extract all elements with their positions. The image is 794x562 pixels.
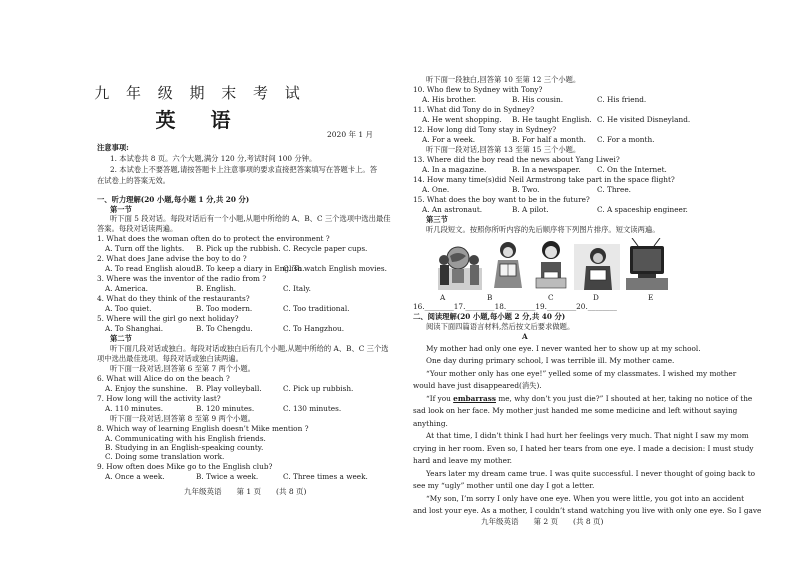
picture-b-girl-reading	[488, 238, 528, 292]
q13-option-c: C. On the Internet.	[597, 165, 667, 174]
vocab-word-embarrass: embarrass	[453, 394, 496, 403]
q10-option-b: B. His cousin.	[512, 95, 564, 104]
q1-option-b: B. Pick up the rubbish.	[196, 244, 281, 253]
question-4: 4. What do they think of the restaurants?	[97, 294, 250, 303]
q1-option-c: C. Recycle paper cups.	[283, 244, 368, 253]
passage-line-11: Years later my dream came true. I was quite successful. I never thought of going back to	[426, 469, 756, 478]
picture-d-boy-with-book	[574, 238, 620, 292]
notice-title: 注意事项:	[97, 143, 129, 152]
part-1-instructions: 听下面 5 段对话。每段对话后有一个小题,从题中所给的 A、B、C 三个选项中选出最佳	[110, 214, 391, 223]
q11-option-b: B. He taught English.	[512, 115, 592, 124]
q12-option-c: C. For a month.	[597, 135, 655, 144]
question-15: 15. What does the boy want to be in the future?	[413, 195, 590, 204]
part-2-heading: 第二节	[110, 334, 132, 343]
question-1: 1. What does the woman often do to protect the environment ?	[97, 234, 330, 243]
dialogue-13-15-instructions: 听下面一段对话,回答第 13 至第 15 三个小题。	[426, 145, 581, 154]
q4-option-a: A. Too quiet.	[105, 304, 152, 313]
q11-option-c: C. He visited Disneyland.	[597, 115, 691, 124]
q14-option-b: B. Two.	[512, 185, 540, 194]
question-2: 2. What does Jane advise the boy to do ?	[97, 254, 247, 263]
question-13: 13. Where did the boy read the news about Yang Liwei?	[413, 155, 620, 164]
q15-option-b: B. A pilot.	[512, 205, 549, 214]
page-footer-1: 九年级英语 第 1 页 (共 8 页)	[184, 487, 307, 496]
q8-option-c: C. Doing some translation work.	[105, 452, 225, 461]
part-2-instructions: 听下面几段对话或独白。每段对话或独白后有几个小题,从题中所给的 A、B、C 三个选	[110, 344, 389, 353]
part-3-instructions: 听几段短文。按照你所听内容的先后顺序将下列图片排序。短文读两遍。	[426, 225, 660, 234]
q6-option-c: C. Pick up rubbish.	[283, 384, 354, 393]
exam-title: 九 年 级 期 末 考 试	[94, 84, 306, 102]
q9-option-c: C. Three times a week.	[283, 472, 368, 481]
notice-item-2-cont: 在试卷上的答案无效。	[97, 176, 170, 185]
q15-option-a: A. An astronaut.	[422, 205, 483, 214]
passage-line-1: My mother had only one eye. I never wanted her to show up at my school.	[426, 344, 701, 353]
part-1-instructions-cont: 答案。每段对话读两遍。	[97, 224, 178, 233]
passage-letter-a: A	[522, 332, 528, 341]
dialogue-8-9-instructions: 听下面一段对话,回答第 8 至第 9 两个小题。	[110, 414, 255, 423]
question-12: 12. How long did Tony stay in Sydney?	[413, 125, 557, 134]
picture-label-a: A	[440, 293, 446, 302]
passage-line-14: and lost your eye. As a mother, I couldn’t stand watching you live with only one eye. So I gave	[413, 506, 762, 515]
q13-option-a: A. In a magazine.	[422, 165, 487, 174]
q2-option-b: B. To keep a diary in English.	[196, 264, 305, 273]
picture-label-d: D	[593, 293, 599, 302]
q15-option-c: C. A spaceship engineer.	[597, 205, 688, 214]
question-9: 9. How often does Mike go to the English club?	[97, 462, 273, 471]
section-2-instructions: 阅读下面四篇语言材料,然后按文后要求做题。	[426, 322, 575, 331]
passage-line-5	[426, 394, 752, 404]
q5-option-c: C. To Hangzhou.	[283, 324, 345, 333]
q12-option-a: A. For a week.	[422, 135, 476, 144]
q11-option-a: A. He went shopping.	[422, 115, 502, 124]
dialogue-6-7-instructions: 听下面一段对话,回答第 6 至第 7 两个小题。	[110, 364, 255, 373]
picture-sequence	[436, 238, 670, 292]
part-3-heading: 第三节	[426, 215, 448, 224]
passage-line-7: anything.	[413, 419, 448, 428]
answer-blanks-16-20: 16.________17.________18.________19.________20.________	[413, 302, 617, 311]
notice-item-2: 2. 本试卷上不要答题,请按答题卡上注意事项的要求直接把答案填写在答题卡上。答	[110, 165, 377, 174]
q8-option-a: A. Communicating with his English friends.	[105, 434, 266, 443]
page-footer-2: 九年级英语 第 2 页 (共 8 页)	[481, 517, 604, 526]
q9-option-b: B. Twice a week.	[196, 472, 259, 481]
question-11: 11. What did Tony do in Sydney?	[413, 105, 535, 114]
q3-option-a: A. America.	[105, 284, 148, 293]
q10-option-c: C. His friend.	[597, 95, 647, 104]
part-2-instructions-cont: 项中选出最佳选项。每段对话或独白读两遍。	[97, 354, 243, 363]
q4-option-b: B. Too modern.	[196, 304, 253, 313]
exam-subject: 英 语	[155, 108, 245, 132]
part-1-heading: 第一节	[110, 205, 132, 214]
q10-option-a: A. His brother.	[422, 95, 477, 104]
q7-option-a: A. 110 minutes.	[105, 404, 164, 413]
question-8: 8. Which way of learning English doesn’t Mike mention ?	[97, 424, 309, 433]
question-10: 10. Who flew to Sydney with Tony?	[413, 85, 543, 94]
q13-option-b: B. In a newspaper.	[512, 165, 581, 174]
passage-line-6: sad look on her face. My mother just handed me some medicine and left without saying	[413, 406, 738, 415]
q8-option-b: B. Studying in an English-speaking county.	[105, 443, 264, 452]
notice-item-1: 1. 本试卷共 8 页。六个大题,满分 120 分,考试时间 100 分钟。	[110, 154, 317, 163]
q7-option-c: C. 130 minutes.	[283, 404, 342, 413]
section-1-heading: 一、听力理解(20 小题,每小题 1 分,共 20 分)	[97, 195, 250, 204]
question-14: 14. How many time(s)did Neil Armstrong take part in the space flight?	[413, 175, 675, 184]
passage-text: “If you	[426, 394, 454, 403]
q5-option-a: A. To Shanghai.	[105, 324, 164, 333]
passage-line-9: crying in her room. Even so, I hated her tears from one eye. I made a decision: I must study	[413, 444, 754, 453]
q6-option-a: A. Enjoy the sunshine.	[105, 384, 188, 393]
picture-label-b: B	[487, 293, 493, 302]
question-3: 3. Where was the inventor of the radio from ?	[97, 274, 267, 283]
picture-c-girl-studying	[532, 238, 570, 292]
passage-line-10: hard and leave my mother.	[413, 456, 512, 465]
q7-option-b: B. 120 minutes.	[196, 404, 255, 413]
section-2-heading: 二、阅读理解(20 小题,每小题 2 分,共 40 分)	[413, 312, 566, 321]
q9-option-a: A. Once a week.	[105, 472, 165, 481]
passage-line-12: see my “ugly” mother until one day I got a letter.	[413, 481, 595, 490]
picture-a-boys-with-globe	[436, 238, 484, 292]
passage-line-13: “My son, I’m sorry I only have one eye. When you were little, you got into an accident	[426, 494, 745, 503]
q6-option-b: B. Play volleyball.	[196, 384, 262, 393]
passage-line-8: At that time, I didn’t think I had hurt her feelings very much. That night I saw my mom	[426, 431, 749, 440]
passage-line-4: would have just disappeared(消失).	[413, 381, 542, 390]
q1-option-a: A. Turn off the lights.	[105, 244, 185, 253]
monologue-10-12-instructions: 听下面一段独白,回答第 10 至第 12 三个小题。	[426, 75, 581, 84]
exam-date: 2020 年 1 月	[327, 130, 374, 139]
q3-option-b: B. English.	[196, 284, 237, 293]
q14-option-c: C. Three.	[597, 185, 631, 194]
q5-option-b: B. To Chengdu.	[196, 324, 253, 333]
picture-e-television	[624, 238, 670, 292]
passage-line-3: “Your mother only has one eye!” yelled some of my classmates. I wished my mother	[426, 369, 737, 378]
question-6: 6. What will Alice do on the beach ?	[97, 374, 230, 383]
q4-option-c: C. Too traditional.	[283, 304, 350, 313]
q14-option-a: A. One.	[422, 185, 450, 194]
question-7: 7. How long will the activity last?	[97, 394, 221, 403]
q3-option-c: C. Italy.	[283, 284, 311, 293]
q2-option-c: C. To watch English movies.	[283, 264, 387, 273]
q2-option-a: A. To read English aloud.	[105, 264, 198, 273]
picture-label-e: E	[648, 293, 654, 302]
question-5: 5. Where will the girl go next holiday?	[97, 314, 239, 323]
q12-option-b: B. For half a month.	[512, 135, 586, 144]
picture-label-c: C	[548, 293, 554, 302]
passage-text: me, why don’t you just die?” I shouted at her, taking no notice of the	[496, 394, 753, 403]
passage-line-2: One day during primary school, I was terrible ill. My mother came.	[426, 356, 675, 365]
